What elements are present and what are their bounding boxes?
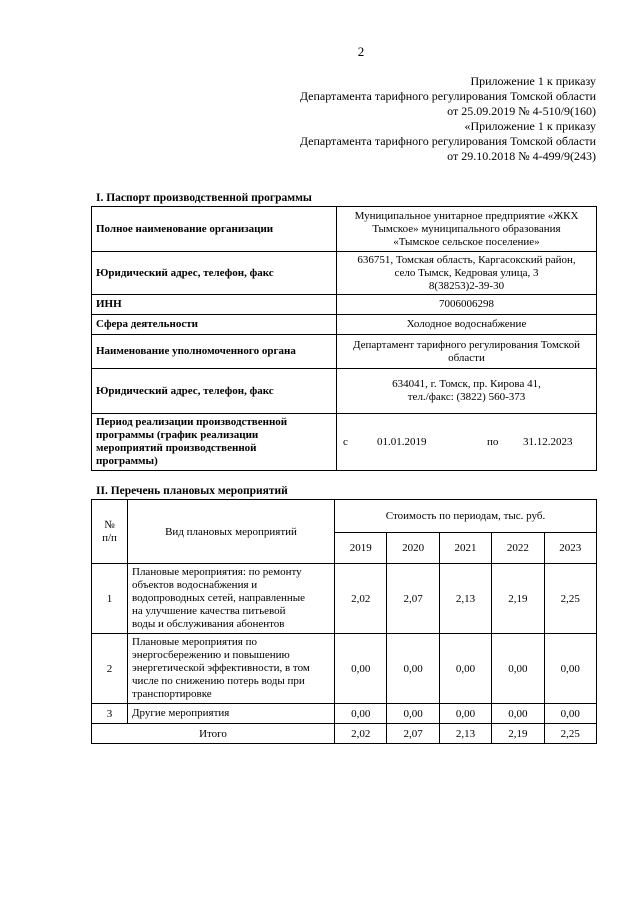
passport-row — [92, 207, 597, 252]
value-line: области — [448, 351, 485, 364]
section2-title: II. Перечень плановых мероприятий — [96, 485, 288, 497]
total-cell: 2,25 — [544, 724, 597, 744]
year-header: 2019 — [335, 533, 387, 564]
desc-line: Плановые мероприятия: по ремонту — [132, 566, 302, 578]
year-header: 2020 — [387, 533, 439, 564]
num-header-line: № — [104, 518, 115, 531]
passport-label: Сфера деятельности — [92, 315, 337, 335]
passport-value — [337, 207, 597, 252]
value-line: село Тымск, Кедровая улица, 3 — [394, 266, 539, 279]
table-row — [92, 704, 597, 724]
period-value — [337, 414, 597, 471]
period-label-line: Период реализации производственной — [96, 416, 288, 428]
desc-line: воды и обслуживания абонентов — [132, 618, 285, 630]
value-line: 636751, Томская область, Каргасокский район, — [357, 253, 576, 266]
desc-line: водопроводных сетей, направленные — [132, 592, 306, 604]
passport-value — [337, 252, 597, 295]
plan-table — [91, 499, 597, 744]
desc-line: Плановые мероприятия по — [132, 636, 257, 648]
passport-value — [337, 369, 597, 414]
header-line: от 29.10.2018 № 4-499/9(243) — [447, 149, 596, 163]
value-line: Департамент тарифного регулирования Томской — [353, 338, 580, 351]
value-line: тел./факс: (3822) 560-373 — [407, 391, 526, 403]
period-label-line: программы (график реализации — [96, 429, 259, 441]
value-line: 634041, г. Томск, пр. Кирова 41, — [392, 378, 541, 390]
cost-header: Стоимость по периодам, тыс. руб. — [335, 500, 597, 533]
period-to-date: 31.12.2023 — [523, 435, 573, 448]
passport-value — [337, 295, 597, 315]
passport-row — [92, 369, 597, 414]
num-header — [92, 500, 128, 564]
row-num: 2 — [92, 634, 128, 704]
cost-cell: 2,13 — [439, 564, 491, 634]
total-row — [92, 724, 597, 744]
period-from-date: 01.01.2019 — [377, 435, 427, 448]
passport-value — [337, 315, 597, 335]
total-cell: 2,02 — [335, 724, 387, 744]
cost-cell: 0,00 — [492, 634, 544, 704]
header-line: от 25.09.2019 № 4-510/9(160) — [447, 104, 596, 118]
total-label: Итого — [92, 724, 335, 744]
total-cell: 2,07 — [387, 724, 439, 744]
header-line: «Приложение 1 к приказу — [464, 119, 596, 133]
value-line: Муниципальное унитарное предприятие «ЖКХ — [354, 209, 579, 222]
row-desc — [128, 634, 335, 704]
period-from-word: с — [343, 435, 348, 448]
passport-label: Юридический адрес, телефон, факс — [92, 369, 337, 414]
value-line: 7006006298 — [439, 298, 494, 310]
section1-title: I. Паспорт производственной программы — [96, 192, 312, 204]
page-number: 2 — [357, 44, 365, 59]
year-header: 2023 — [544, 533, 597, 564]
desc-line: энергосбережению и повышению — [132, 649, 290, 661]
cost-cell: 2,02 — [335, 564, 387, 634]
header-line: Департамента тарифного регулирования Томской области — [299, 89, 596, 103]
passport-label: Полное наименование организации — [92, 207, 337, 252]
cost-cell: 0,00 — [492, 704, 544, 724]
header-line: Приложение 1 к приказу — [470, 74, 596, 88]
passport-row — [92, 252, 597, 295]
table-row — [92, 634, 597, 704]
total-cell: 2,13 — [439, 724, 491, 744]
passport-period-row — [92, 414, 597, 471]
passport-row — [92, 335, 597, 369]
period-label — [92, 414, 337, 471]
passport-table — [91, 206, 597, 471]
plan-header-row — [92, 500, 597, 533]
num-header-line: п/п — [102, 531, 117, 544]
cost-cell: 0,00 — [439, 704, 491, 724]
period-label-line: мероприятий производственной — [96, 442, 257, 454]
order-header — [216, 74, 596, 164]
passport-label: Юридический адрес, телефон, факс — [92, 252, 337, 295]
header-line: Департамента тарифного регулирования Томской области — [299, 134, 596, 148]
desc-line: объектов водоснабжения и — [132, 579, 258, 591]
row-desc — [128, 564, 335, 634]
passport-row — [92, 295, 597, 315]
cost-cell: 0,00 — [335, 634, 387, 704]
row-num: 1 — [92, 564, 128, 634]
cost-cell: 0,00 — [439, 634, 491, 704]
value-line: 8(38253)2-39-30 — [428, 279, 505, 292]
desc-line: Другие мероприятия — [132, 707, 230, 719]
passport-row — [92, 315, 597, 335]
desc-line: числе по снижению потерь воды при — [132, 675, 305, 687]
period-label-line: программы) — [96, 455, 158, 467]
desc-line: на улучшение качества питьевой — [132, 605, 286, 617]
cost-cell: 0,00 — [387, 704, 439, 724]
passport-label: Наименование уполномоченного органа — [92, 335, 337, 369]
passport-label: ИНН — [92, 295, 337, 315]
cost-cell: 0,00 — [387, 634, 439, 704]
period-to-word: по — [487, 435, 499, 448]
cost-cell: 2,19 — [492, 564, 544, 634]
cost-cell: 0,00 — [544, 634, 597, 704]
value-line: «Тымское сельское поселение» — [393, 235, 540, 248]
activity-header: Вид плановых мероприятий — [128, 500, 335, 564]
total-cell: 2,19 — [492, 724, 544, 744]
row-num: 3 — [92, 704, 128, 724]
value-line: Холодное водоснабжение — [406, 318, 527, 330]
value-line: Тымское» муниципального образования — [372, 222, 561, 235]
cost-cell: 2,07 — [387, 564, 439, 634]
desc-line: энергетической эффективности, в том — [132, 662, 310, 674]
row-desc — [128, 704, 335, 724]
year-header: 2022 — [492, 533, 544, 564]
passport-value — [337, 335, 597, 369]
table-row — [92, 564, 597, 634]
year-header: 2021 — [439, 533, 491, 564]
cost-cell: 0,00 — [544, 704, 597, 724]
cost-cell: 2,25 — [544, 564, 597, 634]
desc-line: транспортировке — [132, 688, 212, 700]
cost-cell: 0,00 — [335, 704, 387, 724]
